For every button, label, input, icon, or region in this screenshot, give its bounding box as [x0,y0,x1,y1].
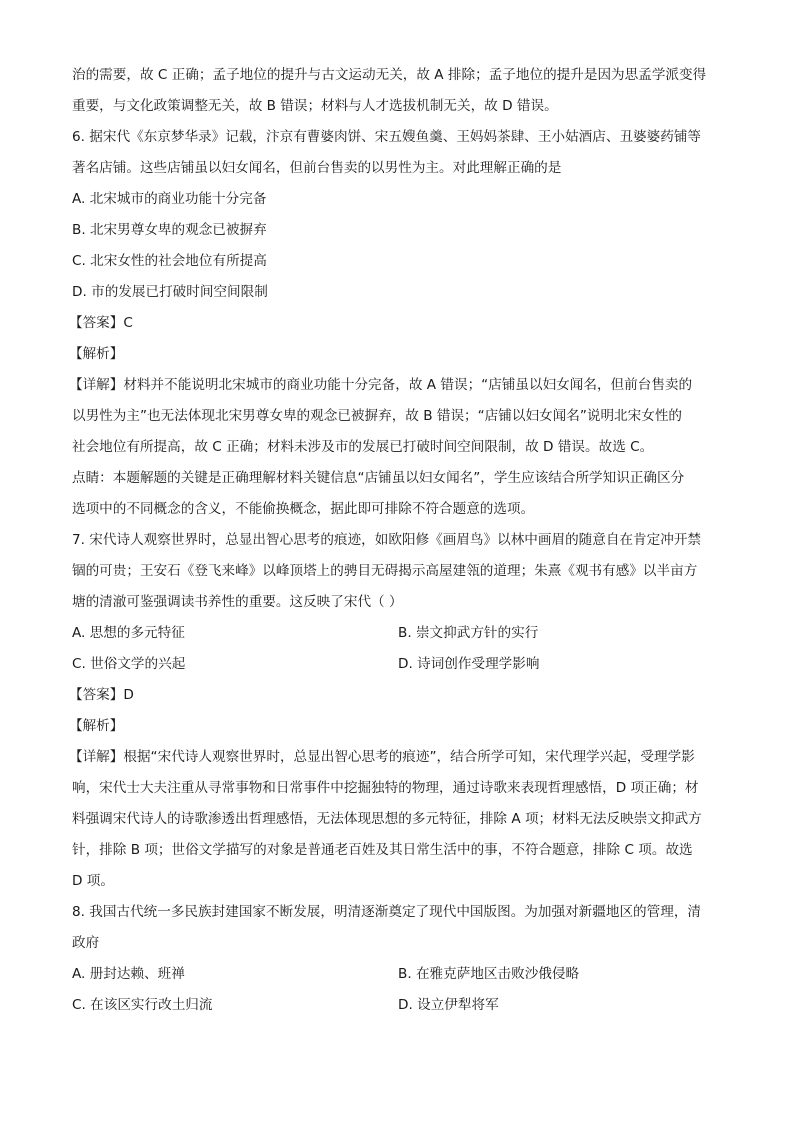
option-a: A. 册封达赖、班禅 [72,966,185,982]
option-c: C. 北宋女性的社会地位有所提高 [72,253,267,269]
detail-line: 以男性为主”也无法体现北宋男尊女卑的观念已被摒弃，故 B 错误；“店铺以妇女闻名”说明北宋女性的 [72,408,683,424]
question-8 [72,897,724,1021]
option-c: C. 在该区实行改土归流 [72,997,213,1013]
question-stem-line: 锢的可贵；王安石《登飞来峰》以峰顶塔上的骋目无碍揭示高屋建瓴的道理；朱熹《观书有感》以半亩方 [72,563,698,579]
option-row [72,618,724,649]
question-stem-line: 6. 据宋代《东京梦华录》记载，汴京有曹婆肉饼、宋五嫂鱼羹、王妈妈茶肆、王小姑酒店、丑婆婆药铺等 [72,129,702,145]
document-page [69,60,724,1021]
text-line: 治的需要，故 C 正确；孟子地位的提升与古文运动无关，故 A 排除；孟子地位的提升是因为思孟学派变得 [72,67,707,83]
question-stem-line: 塘的清澈可鉴强调读书养性的重要。这反映了宋代（ ） [72,594,403,610]
analysis-label: 【解析】 [69,718,124,734]
option-row [72,990,724,1021]
detail-line: D 项。 [72,873,114,889]
option-row [72,649,724,680]
option-d: D. 设立伊犁将军 [398,997,499,1013]
question-stem-line: 政府 [72,935,100,951]
detail-line: 【详解】材料并不能说明北宋城市的商业功能十分完备，故 A 错误；“店铺虽以妇女闻名，但前台售卖的 [69,377,693,393]
option-a: A. 北宋城市的商业功能十分完备 [72,191,267,207]
answer-label: 【答案】D [69,687,134,703]
option-b: B. 在雅克萨地区击败沙俄侵略 [398,966,580,982]
option-d: D. 诗词创作受理学影响 [398,656,540,672]
option-c: C. 世俗文学的兴起 [72,656,186,672]
tip-line: 点睛：本题解题的关键是正确理解材料关键信息“店铺虽以妇女闻名”，学生应该结合所学知识正确区分 [72,470,685,486]
question-6 [69,122,724,525]
answer-label: 【答案】C [69,315,133,331]
option-a: A. 思想的多元特征 [72,625,185,641]
option-b: B. 北宋男尊女卑的观念已被摒弃 [72,222,267,238]
option-row [72,959,724,990]
text-line: 重要，与文化政策调整无关，故 B 错误；材料与人才选拔机制无关，故 D 错误。 [72,98,558,114]
tip-line: 选项中的不同概念的含义，不能偷换概念，据此即可排除不符合题意的选项。 [72,501,535,517]
question-7 [69,525,724,897]
question-stem-line: 8. 我国古代统一多民族封建国家不断发展，明清逐渐奠定了现代中国版图。为加强对新疆地区的管理，清 [72,904,702,920]
detail-line: 响，宋代士大夫注重从寻常事物和日常事件中挖掘独特的物理，通过诗歌来表现哲理感悟，D 项正确；材 [72,780,699,796]
question-stem-line: 7. 宋代诗人观察世界时，总显出智心思考的痕迹，如欧阳修《画眉鸟》以林中画眉的随意自在肯定冲开禁 [72,532,702,548]
detail-line: 料强调宋代诗人的诗歌渗透出哲理感悟，无法体现思想的多元特征，排除 A 项；材料无法反映崇文抑武方 [72,811,702,827]
option-d: D. 市的发展已打破时间空间限制 [72,284,268,300]
detail-line: 针，排除 B 项；世俗文学描写的对象是普通老百姓及其日常生活中的事，不符合题意，排除 C 项。故选 [72,842,693,858]
question-stem-line: 著名店铺。这些店铺虽以妇女闻名，但前台售卖的以男性为主。对此理解正确的是 [72,160,562,176]
analysis-label: 【解析】 [69,346,124,362]
detail-line: 社会地位有所提高，故 C 正确；材料未涉及市的发展已打破时间空间限制，故 D 错误。故选 C。 [72,439,654,455]
detail-line: 【详解】根据“宋代诗人观察世界时，总显出智心思考的痕迹”，结合所学可知，宋代理学兴起，受理学影 [69,749,695,765]
option-b: B. 崇文抑武方针的实行 [398,625,539,641]
